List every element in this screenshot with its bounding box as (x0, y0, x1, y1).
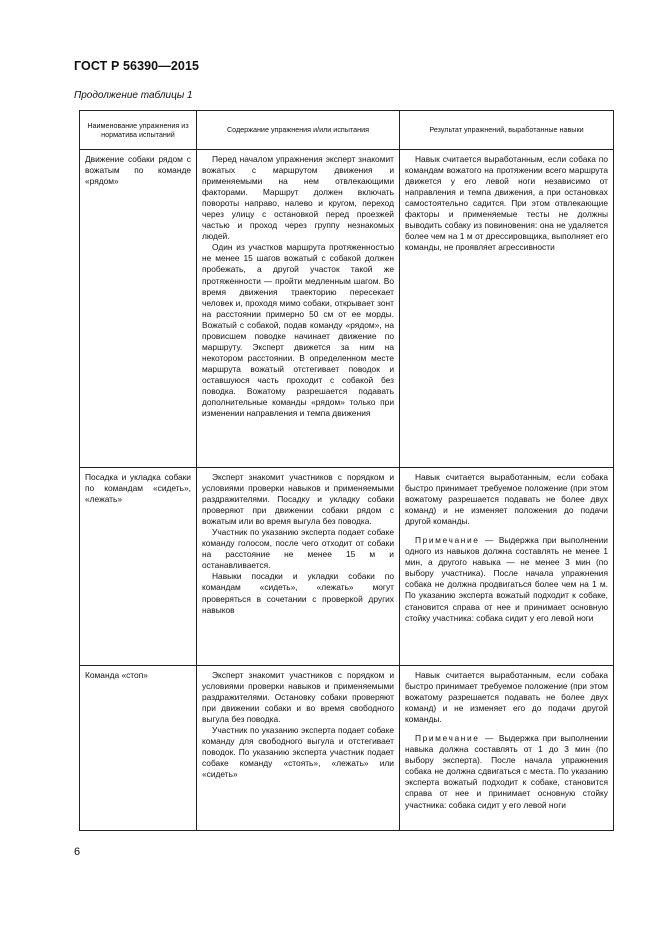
table-row (80, 468, 614, 666)
note-paragraph (405, 733, 608, 810)
exercise-result-cell (400, 468, 614, 666)
table-row (80, 150, 614, 468)
standard-designation: ГОСТ Р 56390—2015 (74, 59, 200, 73)
content-paragraph: Эксперт знакомит участников с порядком и условиями проверки навыков и применяемыми раздражителями. Остановку собаки проверяют при движении собаки и во время свободного выгула без поводка. (202, 670, 394, 725)
requirements-table (79, 110, 614, 831)
note-paragraph (405, 535, 608, 623)
content-paragraph: Участник по указанию эксперта подает собаке команду голосом, после чего отходит от собаки на расстояние не менее 15 м и останавливается. (202, 527, 394, 571)
column-header-result: Результат упражнений, выработанные навыки (400, 111, 614, 150)
content-paragraph: Участник по указанию эксперта подает собаке команду для свободного выгула и отстегивает поводок. По указанию эксперта участник подает собаке команду «стоять», «лежать» или «сидеть» (202, 725, 394, 780)
content-paragraph: Навыки посадки и укладки собаки по командам «сидеть», «лежать» могут проверяться в сочетании с проверкой других навыков (202, 571, 394, 615)
result-paragraph: Навык считается выработанным, если собака по командам вожатого на протяжении всего маршрута движется у его левой ноги независимо от направления и темпа движения, а при остановках самостоятельно садится. При этом отвлекающие факторы и применяемые тесты не должны выводить собаку из повиновения: она не удаляется более чем на 1 м от дрессировщика, выполняет его команды, не проявляет агрессивности (405, 154, 608, 253)
column-header-content: Содержание упражнения и/или испытания (197, 111, 400, 150)
exercise-name-cell: Команда «стоп» (80, 666, 197, 831)
table-header-row (80, 111, 614, 150)
table-continuation-caption: Продолжение таблицы 1 (74, 90, 193, 101)
exercise-result-cell (400, 666, 614, 831)
page-number: 6 (74, 846, 81, 858)
exercise-content-cell (197, 468, 400, 666)
note-label: Примечание — (415, 535, 495, 546)
note-label: Примечание — (415, 733, 495, 744)
exercise-name-cell: Движение собаки рядом с вожатым по команде «рядом» (80, 150, 197, 468)
result-paragraph: Навык считается выработанным, если собака быстро принимает требуемое положение (при этом вожатому разрешается подавать не более двух команд) и не изменяет положения до подачи другой команды. (405, 472, 608, 527)
result-paragraph: Навык считается выработанным, если собака быстро принимает требуемое положение (при этом вожатому разрешается подавать не более двух команд) и не изменяет его до подачи другой команды. (405, 670, 608, 725)
exercise-result-cell (400, 150, 614, 468)
content-paragraph: Один из участков маршрута протяженностью не менее 15 шагов вожатый с собакой должен пробежать, а другой участок такой же протяженности — пройти медленным шагом. Во время движения траекторию пересекает человек и, проходя мимо собаки, открывает зонт на расстоянии примерно 50 см от ее морды. Вожатый с собакой, подав команду «рядом», на провисшем поводке начинает движение по маршруту. Эксперт движется за ним на некотором расстоянии. В определенном месте маршрута вожатый отстегивает поводок и оставшуюся часть проходит с собакой без поводка. Вожатому разрешается подавать дополнительные команды «рядом» только при изменении направления и темпа движения (202, 242, 394, 419)
note-text: Выдержка при выполнении навыка должна составлять от 1 до 3 мин (по выбору эксперта). После начала упражнения собака не должна сдвигаться с места. По указанию эксперта вожатый подходит к собаке, становится справа от нее и принимает основную стойку участника: собака сидит у его левой ноги (405, 733, 608, 810)
content-paragraph: Эксперт знакомит участников с порядком и условиями проверки навыков и применяемыми раздражителями. Посадку и укладку собаки проверяют при движении собаки рядом с вожатым или во время выгула без поводка. (202, 472, 394, 527)
exercise-content-cell (197, 150, 400, 468)
exercise-content-cell (197, 666, 400, 831)
note-text: Выдержка при выполнении одного из навыков должна составлять не менее 1 мин, а другого навыка — не менее 3 мин (по выбору участника). После начала упражнения собака не должна продвигаться более чем на 1 м. По указанию эксперта вожатый подходит к собаке, становится справа от нее и принимает основную стойку участника: собака сидит у его левой ноги (405, 535, 608, 623)
exercise-name-cell: Посадка и укладка собаки по командам «сидеть», «лежать» (80, 468, 197, 666)
content-paragraph: Перед началом упражнения эксперт знакомит вожатых с маршрутом движения и применяемыми на нем отвлекающими факторами. Маршрут должен включать повороты направо, налево и кругом, переход через улицу с остановкой перед проезжей частью и проход через группу незнакомых людей. (202, 154, 394, 242)
column-header-exercise-name: Наименование упражнения из норматива испытаний (80, 111, 197, 150)
table-row (80, 666, 614, 831)
